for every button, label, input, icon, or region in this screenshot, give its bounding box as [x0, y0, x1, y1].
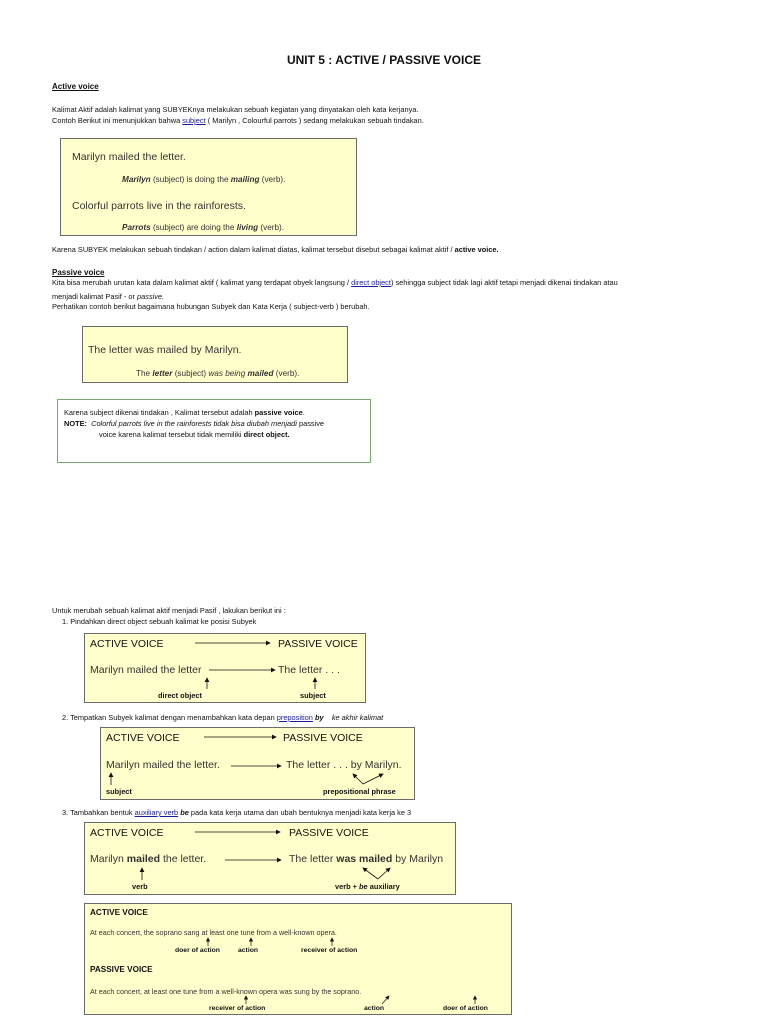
step-4-passive-sentence: At each concert, at least one tune from a well-known opera was sung by the soprano. [90, 987, 362, 996]
passive-explain-c: (subject) [172, 369, 209, 378]
active-explain-1-mid: (subject) is doing the [150, 175, 231, 184]
note-line-1-pre: Karena subject dikenai tindakan , Kalimat tersebut adalah [64, 408, 255, 417]
step-3-active-label: ACTIVE VOICE [90, 827, 164, 839]
step-4-passive-action: action [364, 1005, 385, 1012]
step-2-passive-label: PASSIVE VOICE [283, 732, 363, 744]
note-line-2 [64, 419, 324, 430]
step-4-passive-receiver: receiver of action [209, 1005, 266, 1012]
step-4-box [84, 903, 512, 1015]
step-1-right-sentence: The letter . . . [278, 664, 340, 676]
active-example-box [60, 138, 357, 236]
step-3-right-c: by Marilyn [392, 853, 444, 865]
preposition-link[interactable]: preposition [276, 713, 313, 722]
active-explain-2-subject: Parrots [122, 223, 151, 232]
step-2-text [62, 713, 383, 724]
active-sentence-2: Colorful parrots live in the rainforests. [72, 200, 246, 212]
passive-explain [136, 369, 299, 378]
step-3-be: be [178, 808, 189, 817]
note-line-3-bold: direct object. [243, 430, 290, 439]
passive-explain-verb: mailed [247, 369, 274, 378]
step-3-label-right-a: verb + [335, 882, 360, 891]
step-3-left-verb: mailed [126, 853, 161, 865]
active-explain-1-subject: Marilyn [122, 175, 151, 184]
subject-link[interactable]: subject [182, 116, 206, 125]
passive-sentence: The letter was mailed by Marilyn. [88, 344, 242, 356]
active-explain-2 [122, 223, 284, 232]
note-line-1-post: . [302, 408, 305, 417]
passive-explain-subject: letter [152, 369, 173, 378]
passive-line-1-post: ) sehingga subject tidak lagi aktif tetapi menjadi dikenai tindakan atau [390, 278, 618, 287]
passive-line-2-pre: menjadi kalimat Pasif - or [52, 292, 138, 301]
step-2-label-right: prepositional phrase [323, 787, 396, 796]
note-line-1 [64, 408, 305, 419]
note-label: NOTE: [64, 419, 87, 428]
step-3-arrows [85, 823, 457, 896]
step-3-left-a: Marilyn [90, 853, 127, 865]
note-line-3 [99, 430, 290, 441]
passive-example-box [82, 326, 348, 383]
step-1-passive-label: PASSIVE VOICE [278, 638, 358, 650]
step-3-label-right-be: be [359, 882, 368, 891]
steps-intro: Untuk merubah sebuah kalimat aktif menjadi Pasif , lakukan berikut ini : [52, 606, 286, 615]
passive-explain-was-being: was being [208, 369, 246, 378]
passive-note-box [57, 399, 371, 463]
passive-explain-end: (verb). [273, 369, 300, 378]
step-4-active-sentence: At each concert, the soprano sang at least one tune from a well-known opera. [90, 928, 337, 937]
step-2-box [100, 727, 415, 800]
step-4-passive-doer: doer of action [443, 1005, 488, 1012]
step-4-active-action: action [238, 947, 259, 954]
step-2-left-sentence: Marilyn mailed the letter. [106, 759, 220, 771]
active-explain-2-verb: living [236, 223, 259, 232]
step-3-passive-label: PASSIVE VOICE [289, 827, 369, 839]
auxiliary-verb-link[interactable]: auxiliary verb [134, 808, 179, 817]
step-3-left-c: the letter. [160, 853, 207, 865]
note-line-3-pre: voice karena kalimat tersebut tidak memiliki [99, 430, 244, 439]
step-3-right-a: The letter [289, 853, 337, 865]
step-1-box [84, 633, 366, 703]
step-1-text: 1. Pindahkan direct object sebuah kalimat ke posisi Subyek [62, 617, 257, 626]
active-explain-1-end: (verb). [259, 175, 286, 184]
step-1-label-right: subject [300, 691, 326, 700]
page-title: UNIT 5 : ACTIVE / PASSIVE VOICE [286, 53, 482, 67]
passive-line-3: Perhatikan contoh berikut bagaimana hubungan Subyek dan Kata Kerja ( subject-verb ) berubah. [52, 302, 370, 311]
step-2-text-pre: 2. Tempatkan Subyek kalimat dengan menambahkan kata depan [62, 713, 277, 722]
step-2-label-left: subject [106, 787, 132, 796]
active-line-2-pre: Contoh Berikut ini menunjukkan bahwa [52, 116, 183, 125]
passive-line-1-pre: Kita bisa merubah urutan kata dalam kalimat aktif ( kalimat yang terdapat obyek langsung / [52, 278, 352, 287]
note-line-1-bold: passive voice [254, 408, 303, 417]
passive-explain-a: The [136, 369, 153, 378]
direct-object-link[interactable]: direct object [351, 278, 391, 287]
step-3-label-right-c: auxiliary [367, 882, 400, 891]
active-conclusion-pre: Karena SUBYEK melakukan sebuah tindakan / action dalam kalimat diatas, kalimat tersebut disebut sebagai kalimat aktif / [52, 245, 455, 254]
passive-line-1 [52, 278, 618, 289]
active-sentence-1: Marilyn mailed the letter. [72, 151, 186, 163]
note-line-2-italic: Colorful parrots live in the rainforests tidak bisa diubah menjadi [91, 419, 297, 428]
step-3-text-post: pada kata kerja utama dan ubah bentuknya menjadi kata kerja ke 3 [188, 808, 412, 817]
active-line-1: Kalimat Aktif adalah kalimat yang SUBYEKnya melakukan sebuah kegiatan yang dinyatakan oleh kata kerjanya. [52, 105, 419, 114]
passive-voice-heading: Passive voice [52, 268, 105, 277]
step-4-arrows [85, 904, 513, 1016]
step-1-label-left: direct object [158, 691, 202, 700]
active-explain-2-mid: (subject) are doing the [150, 223, 237, 232]
passive-line-2-italic: passive. [137, 292, 165, 301]
active-line-2-post: ( Marilyn , Colourful parrots ) sedang melakukan sebuah tindakan. [205, 116, 424, 125]
step-1-arrows [85, 634, 367, 704]
step-3-label-left: verb [132, 882, 148, 891]
step-2-arrows [101, 728, 416, 801]
step-4-active-receiver: receiver of action [301, 947, 358, 954]
step-4-passive-label: PASSIVE VOICE [90, 965, 153, 974]
note-line-2-post: passive [296, 419, 325, 428]
passive-line-2 [52, 292, 164, 303]
active-explain-1-verb: mailing [230, 175, 260, 184]
active-voice-heading: Active voice [52, 82, 99, 91]
step-3-right-verb: was mailed [336, 853, 393, 865]
active-conclusion-bold: active voice. [454, 245, 499, 254]
active-line-2 [52, 116, 424, 127]
step-1-left-sentence: Marilyn mailed the letter [90, 664, 202, 676]
step-2-by: by [314, 713, 324, 722]
active-explain-2-end: (verb). [258, 223, 285, 232]
step-4-active-label: ACTIVE VOICE [90, 908, 148, 917]
step-1-active-label: ACTIVE VOICE [90, 638, 164, 650]
step-3-text [62, 808, 411, 819]
step-2-end: ke akhir kalimat [331, 713, 384, 722]
step-2-right-sentence: The letter . . . by Marilyn. [286, 759, 402, 771]
step-3-box [84, 822, 456, 895]
step-4-active-doer: doer of action [175, 947, 220, 954]
step-2-active-label: ACTIVE VOICE [106, 732, 180, 744]
active-explain-1 [122, 175, 285, 184]
active-conclusion [52, 245, 499, 256]
step-3-text-pre: 3. Tambahkan bentuk [62, 808, 135, 817]
